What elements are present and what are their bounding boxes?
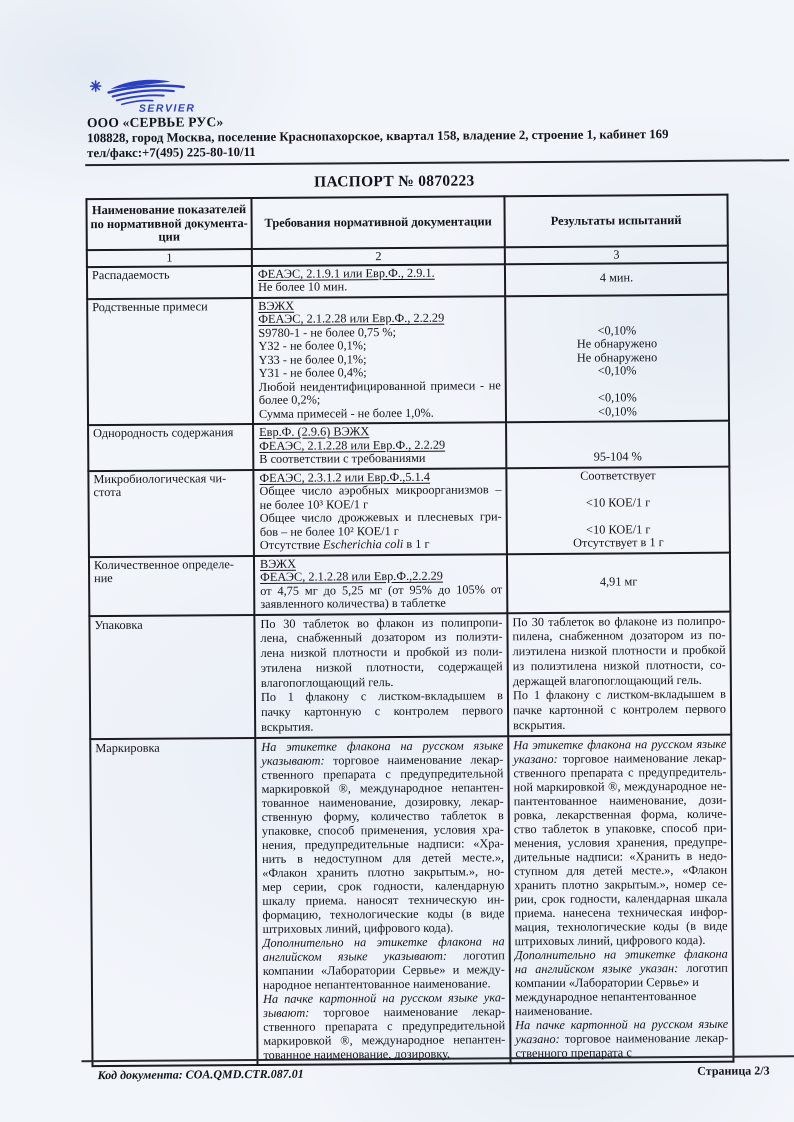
company-phone: тел/факс:+7(495) 225-80-10/11: [87, 144, 256, 161]
requirement-line: ФЕАЭС, 2.1.2.28 или Евр.Ф., 2.2.29: [258, 310, 445, 326]
company-name: ООО «СЕРВЬЕ РУС»: [86, 114, 224, 131]
result-line: Отсутствует в 1 г: [573, 535, 664, 550]
result-line: компании «Лаборатории Сервье» и: [514, 974, 699, 991]
requirement-line: этилена низкой плотности, содержащей: [260, 659, 503, 675]
result-line: указано: торговое наименование лекар-: [513, 750, 727, 767]
table-header-cell: [86, 198, 251, 250]
requirement-line: По 1 флакону с листком-вкладышем в: [260, 688, 503, 705]
result-line: мация, технологические коды (в виде: [514, 918, 728, 935]
header-line: по нормативной документа-: [90, 215, 248, 231]
table-row: [88, 466, 730, 556]
document-header: [87, 73, 792, 193]
requirement-line: Отсутствие Escherichia coli в 1 г: [259, 536, 430, 552]
results-cell: [506, 421, 729, 468]
requirement-line: вскрытия.: [261, 719, 314, 735]
column-number-cell: 1: [87, 249, 252, 267]
page-number: Страница 2/3: [697, 1063, 770, 1078]
requirement-line: Y32 - не более 0,1%;: [258, 338, 367, 353]
result-line: На этикетке флакона на русском языке: [513, 736, 727, 753]
requirement-line: компании «Лаборатории Сервье» и между-: [262, 962, 505, 978]
requirements-cell: [254, 613, 508, 738]
requirement-line: Сумма примесей - не более 1,0%.: [258, 405, 434, 421]
column-number-cell: 2: [252, 247, 505, 266]
document-code: Код документа: COA.QMD.CTR.087.01: [97, 1066, 304, 1083]
passport-table-body: [87, 262, 734, 1066]
results-cell: [507, 552, 730, 613]
row-name-line: Родственные примеси: [92, 298, 208, 314]
result-line: из полиэтилена низкой плотности, со-: [512, 657, 726, 674]
result-line: вскрытия.: [513, 717, 566, 733]
result-line: рии, срок годности, календарная шкала: [514, 890, 728, 907]
requirement-line: На пачке картонной на русском языке ука-: [263, 990, 506, 1006]
requirement-line: пачку картонную с контролем первого: [261, 703, 504, 720]
result-line: <0,10%: [598, 403, 637, 419]
requirement-line: заявленного количества) в таблетке: [260, 595, 446, 611]
requirement-line: нения, предупредительные надписи: «Хра-: [261, 836, 505, 852]
result-line: пачке картонной с контролем первого: [512, 701, 727, 718]
requirement-line: Y33 - не более 0,1%;: [258, 351, 367, 367]
company-address: 108828, город Москва, поселение Краснопахорское, квартал 158, владение 2, строение 1, кабинет 169: [86, 127, 669, 146]
requirement-line: ВЭЖХ: [259, 556, 296, 571]
servier-logo-icon: [87, 77, 215, 114]
table-row: [89, 552, 730, 615]
row-name-line: Маркировка: [95, 740, 160, 755]
result-line: указано: торговое наименование лекар-: [515, 1030, 729, 1047]
table-row: [87, 262, 728, 298]
requirements-cell: [253, 422, 506, 469]
row-name-line: стота: [93, 484, 122, 500]
requirement-line: не более 10³ КОЕ/1 г: [259, 496, 369, 512]
requirement-line: указывают: торговое наименование лекар-: [261, 752, 504, 768]
requirement-line: более 0,2%;: [258, 392, 321, 407]
results-cell: [505, 262, 728, 296]
passport-table: [85, 194, 734, 1067]
requirement-line: тованное наименование, дозировку, лекар-: [261, 794, 504, 810]
row-name-cell: [89, 614, 255, 739]
table-row: [87, 294, 729, 425]
results-cell: [506, 466, 730, 554]
result-line: лиэтилена низкой плотности и пробкой: [512, 642, 726, 659]
result-line: Не обнаружено: [576, 336, 658, 351]
requirements-cell: [253, 468, 507, 556]
row-name-cell: [88, 470, 254, 557]
result-line: 95-104 %: [593, 449, 642, 464]
result-line: Дополнительно на этикетке флакона: [514, 946, 728, 963]
result-line: По 30 таблеток во флаконе из полипро-: [512, 613, 726, 629]
table-header-row: [86, 195, 727, 250]
requirement-line: Евр.Ф. (2.9.6) ВЭЖХ: [259, 424, 370, 439]
requirement-line: бов – не более 10² КОЕ/1 г: [259, 523, 399, 539]
requirement-line: мер серии, срок годности, календарную: [262, 878, 505, 894]
result-line: Соответствует: [580, 467, 656, 483]
result-line: хранить плотно закрытым.», номер се-: [514, 876, 728, 893]
servier-logo-text: SERVIER: [138, 102, 196, 115]
row-name-cell: [89, 555, 254, 615]
result-line: ственного препарата с: [515, 1045, 632, 1061]
page-footer: [81, 1055, 794, 1083]
result-line: Не обнаружено: [576, 349, 658, 365]
result-line: <0,10%: [597, 390, 637, 405]
requirements-cell: [255, 736, 510, 1065]
requirement-line: Общее число дрожжевых и плесневых гри-: [259, 509, 502, 525]
requirement-line: зывают: торговое наименование лекар-: [263, 1004, 506, 1020]
table-header-cell: [504, 195, 727, 247]
row-name-line: ние: [94, 570, 113, 586]
result-line: ступном для детей месте.», «Флакон: [514, 862, 728, 879]
requirement-line: Общее число аэробных микроорганизмов –: [259, 482, 502, 498]
requirement-line: нить в недоступном для детей месте.»,: [262, 850, 505, 866]
result-line: <0,10%: [597, 363, 637, 378]
requirements-cell: [252, 296, 506, 424]
row-name-line: Упаковка: [94, 617, 143, 632]
requirement-line: от 4,75 мг до 5,25 мг (от 95% до 105% от: [260, 581, 503, 598]
result-line: ровка, лекарственная форма, количе-: [513, 806, 727, 823]
table-row: [89, 611, 731, 739]
requirement-line: ФЕАЭС, 2.1.2.28 или Евр.Ф.,2.2.29: [260, 568, 443, 584]
requirement-line: На этикетке флакона на русском языке: [261, 738, 504, 754]
row-name-cell: [90, 738, 257, 1066]
result-line: штриховых линий, цифрового кода).: [514, 932, 706, 949]
requirement-line: английском языке указывают: логотип: [262, 948, 505, 964]
row-name-cell: [87, 266, 252, 299]
requirement-line: В соответствии с требованиями: [259, 450, 426, 466]
row-name-line: Распадаемость: [91, 267, 170, 282]
requirement-line: ФЕАЭС, 2.3.1.2 или Евр.Ф.,5.1.4: [259, 469, 430, 485]
result-line: <0,10%: [597, 322, 637, 338]
result-line: на английском языке указан: логотип: [514, 960, 728, 977]
result-line: ной маркировкой ®, международное не-: [513, 778, 727, 795]
result-line: По 1 флакону с листком-вкладышем в: [512, 687, 726, 703]
column-number-cell: 3: [505, 245, 728, 264]
requirement-line: лена, снабженный дозатором из полиэти-: [260, 629, 503, 646]
requirement-line: ВЭЖХ: [258, 298, 295, 313]
requirement-line: «Флакон хранить плотно закрытым.», но-: [262, 864, 505, 880]
requirement-line: По 30 таблеток во флакон из полипропи-: [260, 614, 503, 631]
result-line: пантентованное наименование, дози-: [513, 792, 727, 809]
passport-table-head: [86, 195, 727, 267]
table-header-cell: [251, 196, 504, 248]
requirement-line: ФЕАЭС, 2.1.2.28 или Евр.Ф., 2.2.29: [259, 437, 446, 453]
passport-title: ПАСПОРТ № 0870223: [314, 172, 475, 191]
result-line: держащей влагопоглощающий гель.: [512, 672, 702, 688]
requirement-line: формацию, технологические коды (в виде: [262, 906, 505, 922]
requirement-line: маркировкой ®, международное непантен-: [263, 1032, 506, 1048]
result-line: пилена, снабженном дозатором из по-: [512, 628, 726, 644]
requirement-line: маркировкой ®, международное непантен-: [261, 780, 504, 796]
header-line: Результаты испытаний: [550, 212, 682, 228]
table-row: [90, 735, 733, 1066]
requirement-line: народное непантентованное наименование.: [262, 976, 491, 992]
result-line: дительные надписи: «Хранить в недо-: [514, 848, 728, 865]
requirement-line: Любой неидентифицированной примеси - не: [258, 377, 501, 394]
results-cell: [508, 735, 733, 1064]
result-line: 4,91 мг: [599, 574, 638, 589]
result-line: <10 КОЕ/1 г: [586, 521, 651, 537]
requirement-line: тованное наименование, дозировку,: [263, 1046, 451, 1062]
requirement-line: влагопоглощающий гель.: [260, 674, 394, 690]
requirement-line: Дополнительно на этикетке флакона на: [262, 934, 505, 950]
requirement-line: ФЕАЭС, 2.1.9.1 или Евр.Ф., 2.9.1.: [257, 265, 435, 281]
result-line: 4 мин.: [599, 270, 634, 285]
result-line: <10 КОЕ/1 г: [585, 494, 651, 510]
results-cell: [507, 611, 731, 736]
requirement-line: штриховых линий, цифрового кода).: [262, 920, 454, 936]
requirement-line: Не более 10 мин.: [258, 279, 348, 294]
table-row: [88, 421, 729, 471]
requirement-line: шкалу приема. наносят техническую ин-: [262, 892, 505, 908]
result-line: приема. нанесена техническая инфор-: [514, 904, 728, 921]
requirement-line: ственную форму, количество таблеток в: [261, 808, 504, 824]
header-line: ции: [158, 229, 180, 244]
requirement-line: лена низкой плотности и пробкой из поли-: [260, 644, 503, 661]
results-cell: [505, 294, 729, 422]
result-line: ственного препарата с предупредитель-: [513, 764, 727, 781]
result-line: международное непантентованное: [514, 988, 697, 1005]
result-line: На пачке картонной на русском языке: [515, 1016, 729, 1033]
requirement-line: Y31 - не более 0,4%;: [258, 365, 367, 380]
header-line: Наименование показателей: [91, 202, 247, 218]
requirement-line: ственного препарата с предупредительной: [263, 1018, 506, 1034]
header-line: Требования нормативной документации: [264, 213, 492, 230]
row-name-cell: [87, 298, 253, 426]
row-name-line: Однородность содержания: [93, 425, 234, 441]
requirement-line: упаковке, способ применения, условия хра-: [261, 822, 504, 838]
row-name-line: Микробиологическая чи-: [93, 470, 227, 486]
row-name-cell: [88, 424, 253, 471]
row-name-line: Количественное определе-: [93, 556, 234, 572]
requirement-line: S9780-1 - не более 0,75 %;: [258, 324, 397, 340]
requirements-cell: [254, 554, 507, 615]
requirement-line: ственного препарата с предупредительной: [261, 766, 504, 782]
result-line: менения, условия хранения, предупре-: [513, 834, 728, 851]
requirements-cell: [252, 264, 505, 298]
servier-logo: [87, 73, 791, 114]
result-line: ство таблеток в упаковке, способ при-: [513, 820, 727, 837]
result-line: наименование.: [515, 1003, 593, 1019]
